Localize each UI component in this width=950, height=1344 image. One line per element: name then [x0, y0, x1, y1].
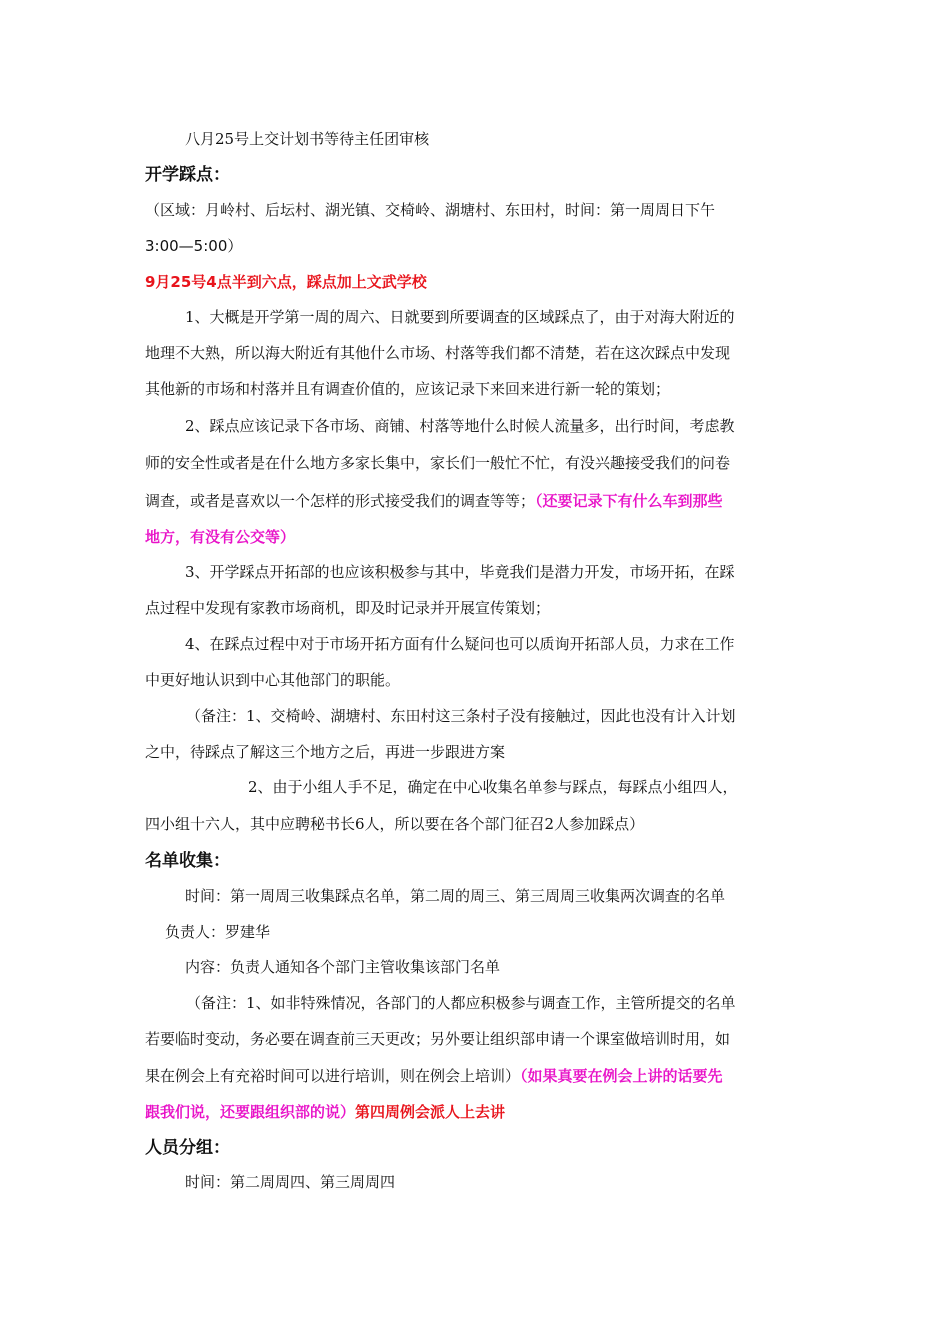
name-list-time: 时间：第一周周三收集踩点名单，第二周的周三、第三周周三收集两次调查的名单	[185, 887, 726, 905]
paragraph-2-line-1: 2、踩点应该记录下各市场、商铺、村落等地什么时候人流量多，出行时间，考虑教	[185, 417, 735, 435]
section-heading-site-visit: 开学踩点：	[145, 165, 230, 185]
red-note: 9月25号4点半到六点，踩点加上文武学校	[145, 273, 427, 291]
note-1-line-1: （备注：1、交椅岭、湖塘村、东田村这三条村子没有接触过，因此也没有计入计划	[186, 707, 736, 725]
paragraph-3-line-1: 3、开学踩点开拓部的也应该积极参与其中，毕竟我们是潜力开发，市场开拓，在踩	[185, 563, 735, 581]
area-line: （区域：月岭村、后坛村、湖光镇、交椅岭、湖塘村、东田村，时间：第一周周日下午	[145, 201, 716, 219]
paragraph-2-line-3-text: 调查，或者是喜欢以一个怎样的形式接受我们的调查等等；	[145, 492, 536, 510]
paragraph-1-line-2: 地理不大熟，所以海大附近有其他什么市场、村落等我们都不清楚，若在这次踩点中发现	[145, 344, 731, 362]
section-heading-name-list: 名单收集：	[145, 851, 230, 871]
paragraph-2-pink-note: （还要记录下有什么车到那些	[535, 492, 723, 510]
grouping-time: 时间：第二周周四、第三周周四	[185, 1173, 396, 1191]
name-list-note-line-3-text: 果在例会上有充裕时间可以进行培训，则在例会上培训）	[145, 1067, 521, 1085]
note-2-line-2: 四小组十六人，其中应聘秘书长6人，所以要在各个部门征召2人参加踩点）	[145, 815, 645, 833]
paragraph-2-pink-note-cont: 地方，有没有公交等）	[145, 528, 296, 546]
intro-line: 八月25号上交计划书等待主任团审核	[185, 130, 430, 148]
name-list-pink-note-cont: 跟我们说，还要跟组织部的说）	[145, 1103, 356, 1121]
paragraph-4-line-2: 中更好地认识到中心其他部门的职能。	[145, 671, 401, 689]
name-list-note-line-3	[145, 1066, 723, 1086]
paragraph-3-line-2: 点过程中发现有家教市场商机，即及时记录并开展宣传策划；	[145, 599, 551, 617]
note-2-line-1: 2、由于小组人手不足，确定在中心收集名单参与踩点，每踩点小组四人，	[248, 778, 738, 796]
section-heading-grouping: 人员分组：	[145, 1138, 230, 1158]
paragraph-2-line-2: 师的安全性或者是在什么地方多家长集中，家长们一般忙不忙，有没兴趣接受我们的问卷	[145, 454, 731, 472]
paragraph-2-line-3	[145, 491, 723, 511]
note-1-line-2: 之中，待踩点了解这三个地方之后，再进一步跟进方案	[145, 743, 506, 761]
name-list-note-line-2: 若要临时变动，务必要在调查前三天更改；另外要让组织部申请一个课室做培训时用，如	[145, 1030, 731, 1048]
name-list-owner: 负责人：罗建华	[165, 923, 271, 941]
name-list-note-line-4	[145, 1102, 505, 1122]
name-list-content: 内容：负责人通知各个部门主管收集该部门名单	[185, 958, 501, 976]
paragraph-1-line-3: 其他新的市场和村落并且有调查价值的，应该记录下来回来进行新一轮的策划；	[145, 380, 671, 398]
name-list-pink-note: （如果真要在例会上讲的话要先	[520, 1067, 723, 1085]
name-list-note-line-1: （备注：1、如非特殊情况，各部门的人都应积极参与调查工作，主管所提交的名单	[186, 994, 736, 1012]
paragraph-1-line-1: 1、大概是开学第一周的周六、日就要到所要调查的区域踩点了，由于对海大附近的	[185, 308, 735, 326]
paragraph-4-line-1: 4、在踩点过程中对于市场开拓方面有什么疑问也可以质询开拓部人员，力求在工作	[185, 635, 735, 653]
name-list-red-note: 第四周例会派人上去讲	[355, 1103, 506, 1121]
area-time-line: 3:00—5:00）	[145, 237, 243, 255]
